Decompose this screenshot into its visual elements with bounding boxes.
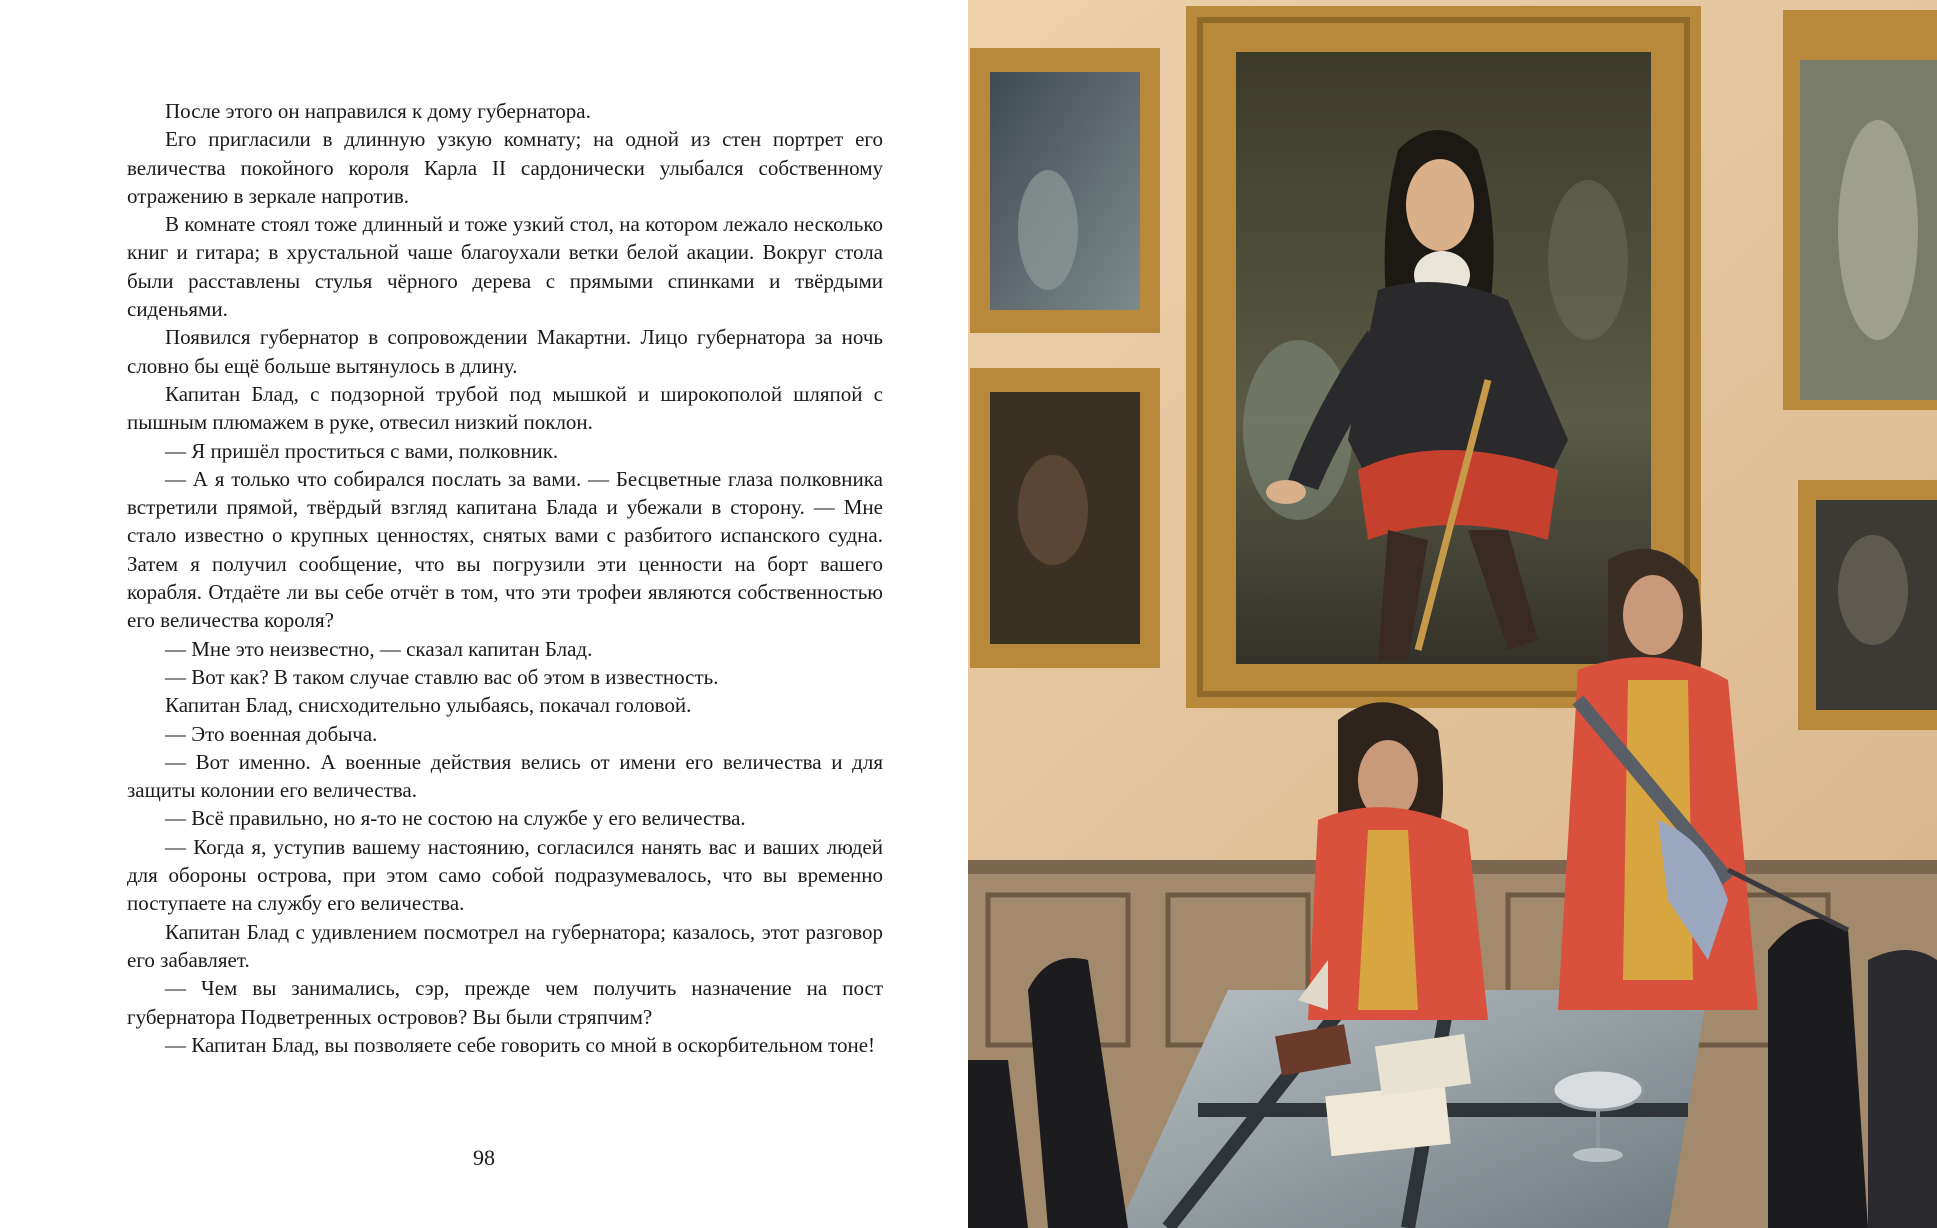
paragraph: — Всё правильно, но я-то не состою на службе у его величества. <box>165 806 746 831</box>
text-page <box>0 0 968 1228</box>
paragraph: — Вот как? В таком случае ставлю вас об этом в известность. <box>165 664 719 689</box>
paragraph: После этого он направился к дому губернатора. <box>165 99 591 123</box>
paragraph: — Вот именно. А военные действия велись от имени его величества и для защиты колонии его величества. <box>127 749 883 803</box>
paragraph: Появился губернатор в сопровождении Макартни. Лицо губернатора за ночь словно бы ещё больше вытянулось в длину. <box>127 325 883 378</box>
small-painting-mid-right <box>1798 480 1937 730</box>
paragraph: Капитан Блад, с подзорной трубой под мышкой и широкополой шляпой с пышным плюмажем в руке, отвесил низкий поклон. <box>127 381 883 435</box>
paragraph: — Когда я, уступив вашему настоянию, согласился нанять вас и ваших людей для обороны острова, при этом само собой подразумевалось, что вы временно поступаете на службу его величества. <box>127 834 883 916</box>
paragraph: — А я только что собирался послать за вами. — Бесцветные глаза полковника встретили прямой, твёрдый взгляд капитана Блада и убежали в сторону. — Мне стало известно о крупных ценностях, снятых вами с разбитого испанского судна. Затем я получил сообщение, что вы погрузили эти ценности на борт вашего корабля. Отдаёте ли вы себе отчёт в том, что эти трофеи являются собственностью его величества короля? <box>127 466 883 633</box>
small-painting-top-left <box>970 48 1160 333</box>
paragraph: Капитан Блад, снисходительно улыбаясь, покачал головой. <box>165 693 692 718</box>
body-text <box>127 97 883 1059</box>
paragraph: — Чем вы занимались, сэр, прежде чем получить назначение на пост губернатора Подветренных островов? Вы были стряпчим? <box>127 976 883 1029</box>
paragraph: — Я пришёл проститься с вами, полковник. <box>165 438 559 463</box>
governor-room-illustration <box>968 0 1937 1228</box>
paragraph: Его пригласили в длинную узкую комнату; на одной из стен портрет его величества покойного короля Карла II сардонически улыбался собственному отражению в зеркале напротив. <box>127 127 883 208</box>
illustration <box>968 0 1937 1228</box>
paragraph: — Это военная добыча. <box>165 721 378 746</box>
small-painting-top-right <box>1783 10 1937 410</box>
page-number: 98 <box>473 1145 495 1170</box>
paragraph: Капитан Блад с удивлением посмотрел на губернатора; казалось, этот разговор его забавляет. <box>127 919 883 972</box>
paragraph: — Капитан Блад, вы позволяете себе говорить со мной в оскорбительном тоне! <box>165 1032 876 1057</box>
small-painting-mid-left <box>970 368 1160 668</box>
paragraph: — Мне это неизвестно, — сказал капитан Блад. <box>165 636 593 661</box>
paragraph: В комнате стоял тоже длинный и тоже узкий стол, на котором лежало несколько книг и гитара; в хрустальной чаше благоухали ветки белой акации. Вокруг стола были расставлены стулья чёрного дерева с прямыми спинками и твёрдыми сиденьями. <box>127 212 883 322</box>
